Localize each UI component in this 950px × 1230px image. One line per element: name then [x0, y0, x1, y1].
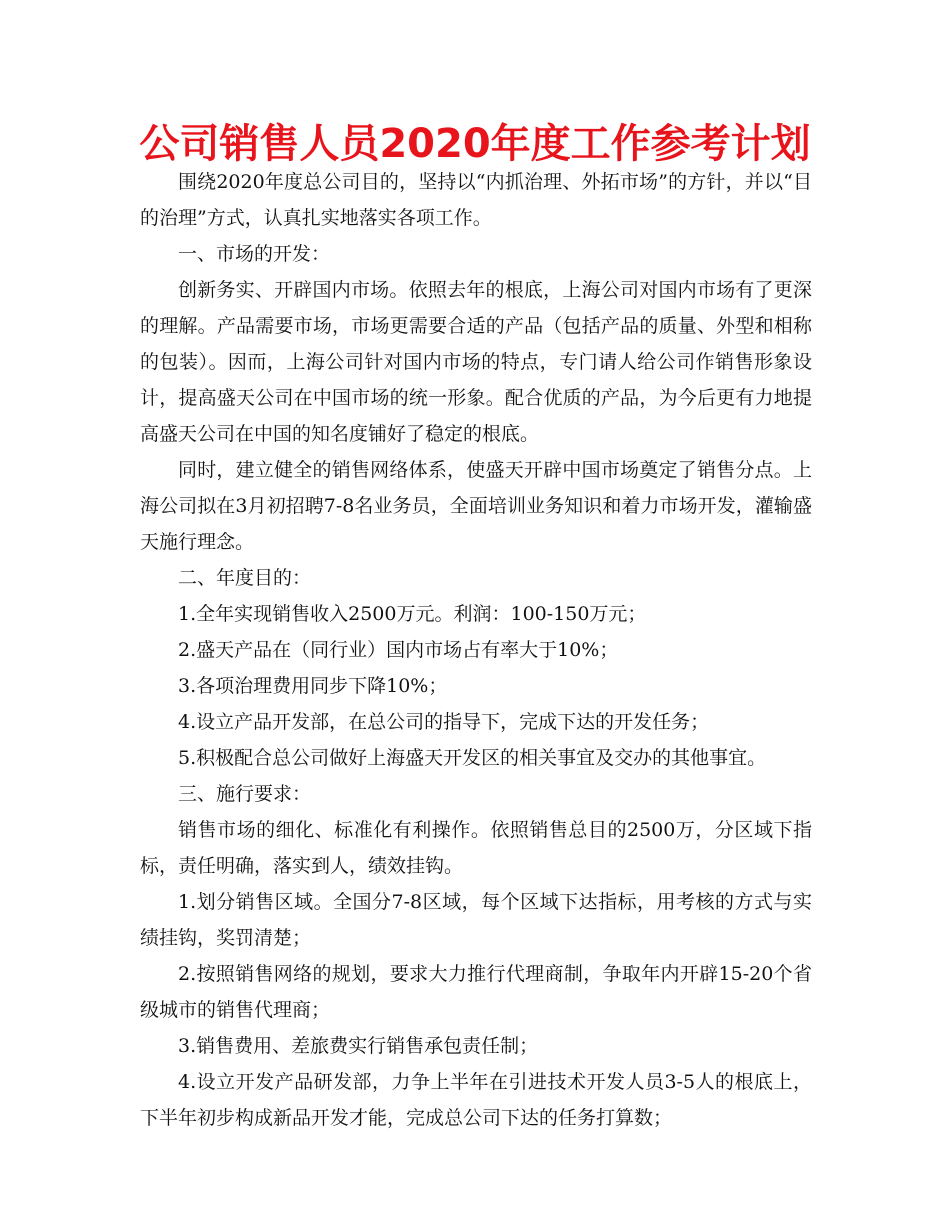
- list-item: 1.全年实现销售收入2500万元。利润：100-150万元；: [178, 603, 647, 625]
- list-item: 3.销售费用、差旅费实行销售承包责任制；: [178, 1035, 539, 1057]
- list-item: 3.各项治理费用同步下降10%；: [178, 675, 448, 697]
- list-item: 4.设立产品开发部，在总公司的指导下，完成下达的开发任务；: [178, 711, 710, 733]
- paragraph: 同时，建立健全的销售网络体系，使盛天开辟中国市场奠定了销售分点。上海公司拟在3月初招聘7-8名业务员，全面培训业务知识和着力市场开发，灌输盛天施行理念。: [140, 459, 812, 553]
- list-item: 2.按照销售网络的规划，要求大力推行代理商制，争取年内开辟15-20个省级城市的销售代理商；: [140, 963, 812, 1021]
- section-heading: 二、年度目的：: [178, 567, 312, 589]
- paragraph: 创新务实、开辟国内市场。依照去年的根底，上海公司对国内市场有了更深的理解。产品需要市场，市场更需要合适的产品（包括产品的质量、外型和相称的包装）。因而，上海公司针对国内市场的特点，专门请人给公司作销售形象设计，提高盛天公司在中国市场的统一形象。配合优质的产品，为今后更有力地提高盛天公司在中国的知名度铺好了稳定的根底。: [140, 279, 812, 445]
- section-heading: 一、市场的开发：: [178, 243, 331, 265]
- paragraph: 围绕2020年度总公司目的，坚持以“内抓治理、外拓市场”的方针，并以“目的治理”方式，认真扎实地落实各项工作。: [140, 171, 812, 229]
- document-body: [140, 164, 812, 1136]
- section-heading: 三、施行要求：: [178, 783, 312, 805]
- document-title: 公司销售人员2020年度工作参考计划: [139, 121, 811, 167]
- list-item: 4.设立开发产品研发部，力争上半年在引进技术开发人员3-5人的根底上，下半年初步构成新品开发才能，完成总公司下达的任务打算数；: [140, 1071, 812, 1129]
- list-item: 1.划分销售区域。全国分7-8区域，每个区域下达指标，用考核的方式与实绩挂钩，奖罚清楚；: [140, 891, 812, 949]
- paragraph: 销售市场的细化、标准化有利操作。依照销售总目的2500万，分区域下指标，责任明确，落实到人，绩效挂钩。: [140, 819, 812, 877]
- list-item: 2.盛天产品在（同行业）国内市场占有率大于10%；: [178, 639, 619, 661]
- list-item: 5.积极配合总公司做好上海盛天开发区的相关事宜及交办的其他事宜。: [178, 747, 767, 769]
